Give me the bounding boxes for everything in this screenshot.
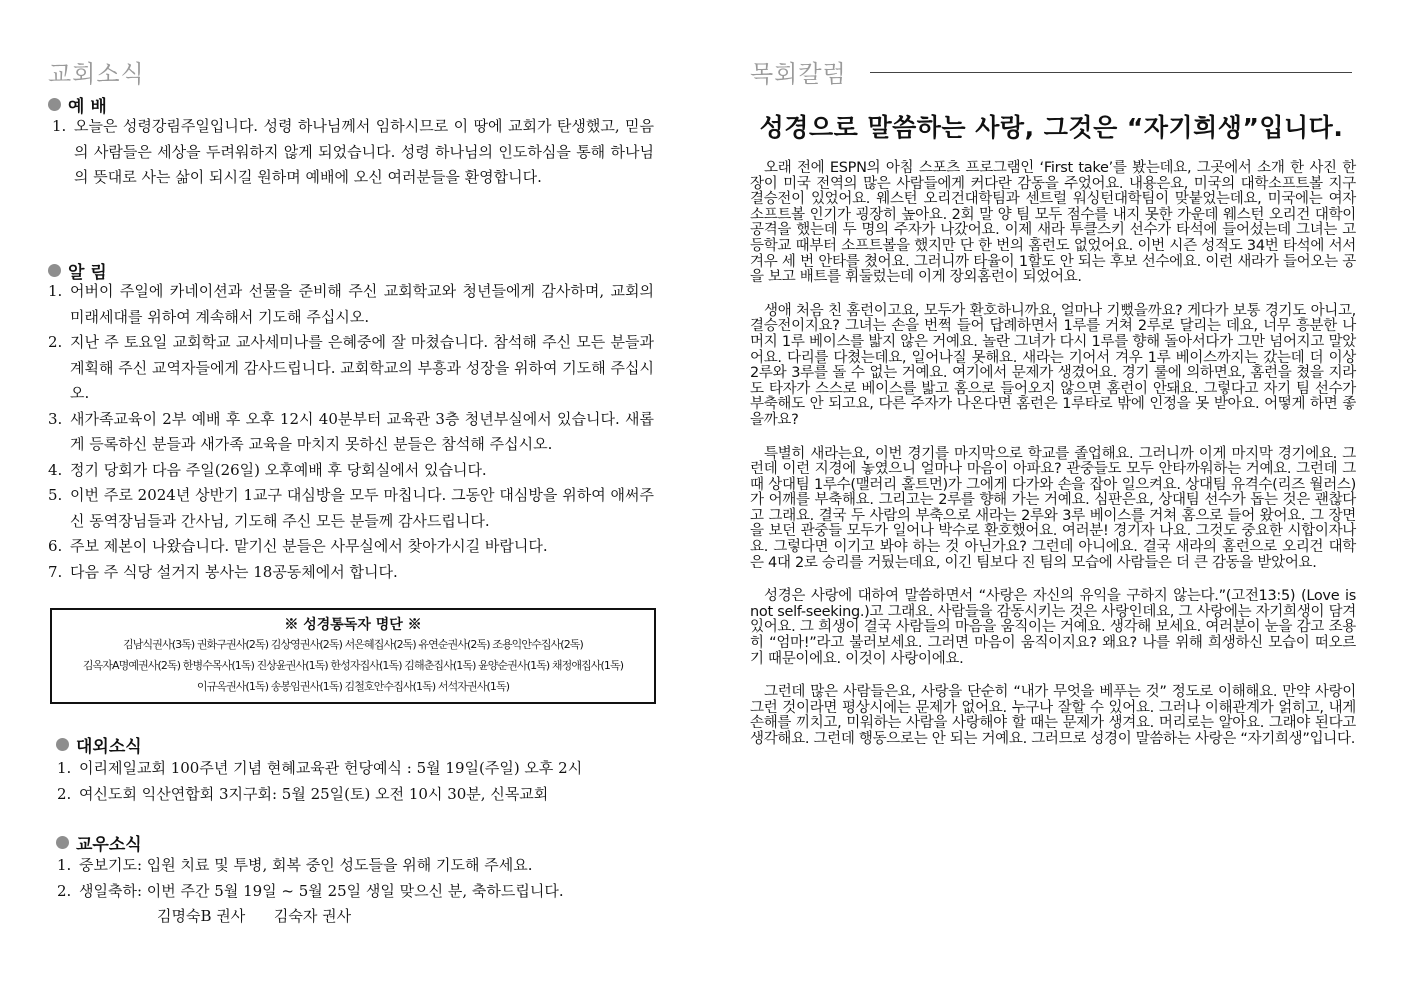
column-paragraph: 오래 전에 ESPN의 아침 스포츠 프로그램인 ‘First take’를 봤는데요, 그곳에서 소개 한 사진 한 장이 미국 전역의 많은 사람들에게 커다란 감동을 주었어요. 내용은요, 미국의 대학소프트볼 지구 결승전이 있었어요. 웨스턴 오리건대학팀과 센트럴 워싱턴대학팀이 맞붙었는데요, 미국에는 여자 소프트볼 인기가 굉장히 높아요. 2회 말 양 팀 모두 점수를 내지 못한 가운데 웨스턴 오리건 대학이 공격을 했는데 두 명의 주자가 나갔어요. 이제 새라 투클스키 선수가 타석에 들어섰는데 그녀는 고등학교 때부터 소프트볼을 했지만 단 한 번의 홈런도 없었어요. 이번 시즌 성적도 34번 타석에 서서 겨우 세 번 안타를 쳤어요. 그러니까 타율이 1할도 안 되는 후보 선수에요. 이런 새라가 들어오는 공을 보고 배트를 휘둘렀는데 이게 장외홈런이 되었어요. xyxy=(750,160,1356,286)
item-number: 4. xyxy=(48,460,63,479)
external-news-heading-label: 대외소식 xyxy=(76,737,142,757)
item-number: 1. xyxy=(57,759,72,777)
item-text: 중보기도: 입원 치료 및 투병, 회복 중인 성도들을 위해 기도해 주세요. xyxy=(79,856,533,874)
item-number: 2. xyxy=(57,784,72,803)
item-number: 1. xyxy=(57,856,72,874)
item-text: 지난 주 토요일 교회학교 교사세미나를 은혜중에 잘 마쳤습니다. 참석해 주신 모든 분들과 계획해 주신 교역자들에게 감사드립니다. 교회학교의 부흥과 성장을 위하여 기도해 주십시오. xyxy=(70,333,654,402)
item-number: 2. xyxy=(57,881,72,900)
item-text: 주보 제본이 나왔습니다. 맡기신 분들은 사무실에서 찾아가시길 바랍니다. xyxy=(70,537,548,555)
notices-list xyxy=(48,279,654,585)
list-item xyxy=(48,407,654,458)
item-number: 5. xyxy=(48,486,63,504)
column-headline: 성경으로 말씀하는 사랑, 그것은 “자기희생”입니다. xyxy=(759,113,1344,142)
bible-readers-line: 김옥자A명예권사(2독) 한병수목사(1독) 진상윤권사(1독) 한성자집사(1독) 김해춘집사(1독) 윤양순권사(1독) 채정애집사(1독) xyxy=(82,659,624,672)
column-paragraph: 성경은 사랑에 대하여 말씀하면서 “사랑은 자신의 유익을 구하지 않는다.”(고전13:5) (Love is not self-seeking.)고 그래요. 사람들을 감동시키는 것은 사랑인데요, 그 사랑에는 자기희생이 담겨 있어요. 그 희생이 결국 사람들의 마음을 움직이는 거예요. 생각해 보세요. 여러분이 눈을 감고 조용히 “엄마!”라고 불러보세요. 그러면 마음이 움직이지요? 왜요? 나를 위해 희생하신 모습이 떠오르기 때문이에요. 이것이 사랑이에요. xyxy=(750,588,1356,667)
external-news-heading xyxy=(56,732,142,757)
list-item xyxy=(57,756,657,782)
church-news-page xyxy=(0,0,700,992)
list-item xyxy=(48,560,654,586)
item-text: 이번 주로 2024년 상반기 1교구 대심방을 모두 마칩니다. 그동안 대심방을 위하여 애써주신 동역장님들과 간사님, 기도해 주신 모든 분들께 감사드립니다. xyxy=(70,486,654,530)
item-number: 1. xyxy=(48,282,63,300)
pastor-column-page xyxy=(700,0,1403,992)
item-text: 어버이 주일에 카네이션과 선물을 준비해 주신 교회학교와 청년들에게 감사하며, 교회의 미래세대를 위하여 계속해서 기도해 주십시오. xyxy=(70,282,654,326)
item-number: 2. xyxy=(48,333,63,351)
item-text: 여신도회 익산연합회 3지구회: 5월 25일(토) 오전 10시 30분, 신목교회 xyxy=(79,784,549,803)
bullet-dot-icon xyxy=(48,264,61,277)
bullet-dot-icon xyxy=(56,738,69,751)
item-text: 생일축하: 이번 주간 5월 19일 ~ 5월 25일 생일 맞으신 분, 축하드립니다. xyxy=(79,881,564,900)
list-item xyxy=(57,853,657,879)
item-text: 오늘은 성령강림주일입니다. 성령 하나님께서 임하시므로 이 땅에 교회가 탄생했고, 믿음의 사람들은 세상을 두려워하지 않게 되었습니다. 성령 하나님의 인도하심을 통해 하나님의 뜻대로 사는 삶이 되시길 원하며 예배에 오신 여러분들을 환영합니다. xyxy=(74,117,654,186)
pastor-column-title: 목회칼럼 xyxy=(750,60,847,88)
item-number: 3. xyxy=(48,409,63,428)
item-number: 7. xyxy=(48,562,63,581)
column-body xyxy=(750,161,1356,766)
item-text: 이리제일교회 100주년 기념 현혜교육관 헌당예식 : 5월 19일(주일) 오후 2시 xyxy=(79,759,583,777)
member-news-heading xyxy=(56,830,142,855)
notices-heading-label: 알 림 xyxy=(68,263,107,283)
external-news-list xyxy=(57,756,657,807)
bullet-dot-icon xyxy=(56,836,69,849)
list-item xyxy=(48,279,654,330)
bible-readers-title: ※ 성경통독자 명단 ※ xyxy=(284,617,422,633)
list-item xyxy=(48,534,654,560)
item-text: 새가족교육이 2부 예배 후 오후 12시 40분부터 교육관 3층 청년부실에서 있습니다. 새롭게 등록하신 분들과 새가족 교육을 마치지 못하신 분들은 참석해 주십시오. xyxy=(70,409,654,453)
list-item xyxy=(52,114,654,191)
column-paragraph: 그런데 많은 사람들은요, 사랑을 단순히 “내가 무엇을 베푸는 것” 정도로 이해해요. 만약 사랑이 그런 것이라면 평상시에는 문제가 없어요. 누구나 잘할 수 있어요. 그러나 이해관계가 얽히고, 내게 손해를 끼치고, 미워하는 사람을 사랑해야 할 때는 문제가 생겨요. 머리로는 알아요. 그래야 된다고 생각해요. 그런데 행동으로는 안 되는 거예요. 그러므로 성경이 말씀하는 사랑은 “자기희생”입니다. xyxy=(750,684,1356,747)
birthday-names: 김명숙B 권사 김숙자 권사 xyxy=(157,907,352,925)
worship-list xyxy=(52,114,654,191)
item-number: 6. xyxy=(48,537,63,555)
member-news-list xyxy=(57,853,657,904)
list-item xyxy=(48,483,654,534)
list-item xyxy=(48,458,654,484)
church-news-title: 교회소식 xyxy=(48,60,145,88)
bible-readers-box xyxy=(50,608,656,704)
bible-readers-line: 이규옥권사(1독) 송봉임권사(1독) 김철호안수집사(1독) 서석자권사(1독) xyxy=(196,680,510,693)
member-news-heading-label: 교우소식 xyxy=(76,835,142,855)
bullet-dot-icon xyxy=(48,98,61,111)
column-paragraph: 특별히 새라는요, 이번 경기를 마지막으로 학교를 졸업해요. 그러니까 이게 마지막 경기에요. 그런데 이런 지경에 놓였으니 얼마나 마음이 아파요? 관중들도 모두 안타까워하는 거예요. 그런데 그 때 상대팀 1루수(맬러리 홀트먼)가 그에게 다가와 손을 잡아 일으켜요. 상대팀 유격수(리즈 월러스)가 어깨를 부축해요. 그리고는 2루를 향해 가는 거예요. 심판은요, 상대팀 선수가 돕는 것은 괜찮다고 그래요. 결국 두 사람의 부축으로 새라는 2루와 3루 베이스를 거쳐 홈으로 들어 왔어요. 그 장면을 보던 관중들 모두가 일어나 박수로 환호했어요. 여러분! 경기자 나요. 그것도 중요한 시합이자나요. 그렇다면 이기고 봐야 하는 것 아닌가요? 그런데 아니에요. 결국 새라의 홈런으로 오리건 대학은 4대 2로 승리를 거뒀는데요, 이긴 팀보다 진 팀의 모습에 사람들은 더 큰 감동을 받았어요. xyxy=(750,445,1356,571)
item-text: 다음 주 식당 설거지 봉사는 18공동체에서 합니다. xyxy=(70,562,398,581)
worship-heading-label: 예 배 xyxy=(68,97,107,117)
list-item xyxy=(48,330,654,407)
title-divider xyxy=(870,72,1352,73)
item-text: 정기 당회가 다음 주일(26일) 오후예배 후 당회실에서 있습니다. xyxy=(70,460,487,479)
list-item xyxy=(57,782,657,808)
list-item xyxy=(57,879,657,905)
bible-readers-line: 김남식권사(3독) 권화구권사(2독) 김상영권사(2독) 서은혜집사(2독) 유연순권사(2독) 조용익안수집사(2독) xyxy=(123,638,583,651)
item-number: 1. xyxy=(52,117,67,135)
column-paragraph: 생애 처음 친 홈런이고요, 모두가 환호하니까요, 얼마나 기뻤을까요? 게다가 보통 경기도 아니고, 결승전이지요? 그녀는 손을 번쩍 들어 답례하면서 1루를 거쳐 2루로 달리는 데요, 너무 흥분한 나머지 1루 베이스를 밟지 않은 거예요. 놀란 그녀가 다시 1루를 향해 돌아서다가 그만 넘어지고 말았어요. 다리를 다쳤는데요, 일어나질 못해요. 새라는 기어서 겨우 1루 베이스까지는 갔는데 더 이상 2루와 3루를 돌 수 없는 거예요. 여기에서 문제가 생겼어요. 경기 룰에 의하면요, 홈런을 쳤을 지라도 타자가 스스로 베이스를 밟고 홈으로 들어오지 않으면 홈런이 안돼요. 그렇다고 자기 팀 선수가 부축해도 안 되고요, 다른 주자가 나온다면 홈런은 1루타로 밖에 인정을 못 받아요. 어떻게 하면 좋을까요? xyxy=(750,302,1356,428)
